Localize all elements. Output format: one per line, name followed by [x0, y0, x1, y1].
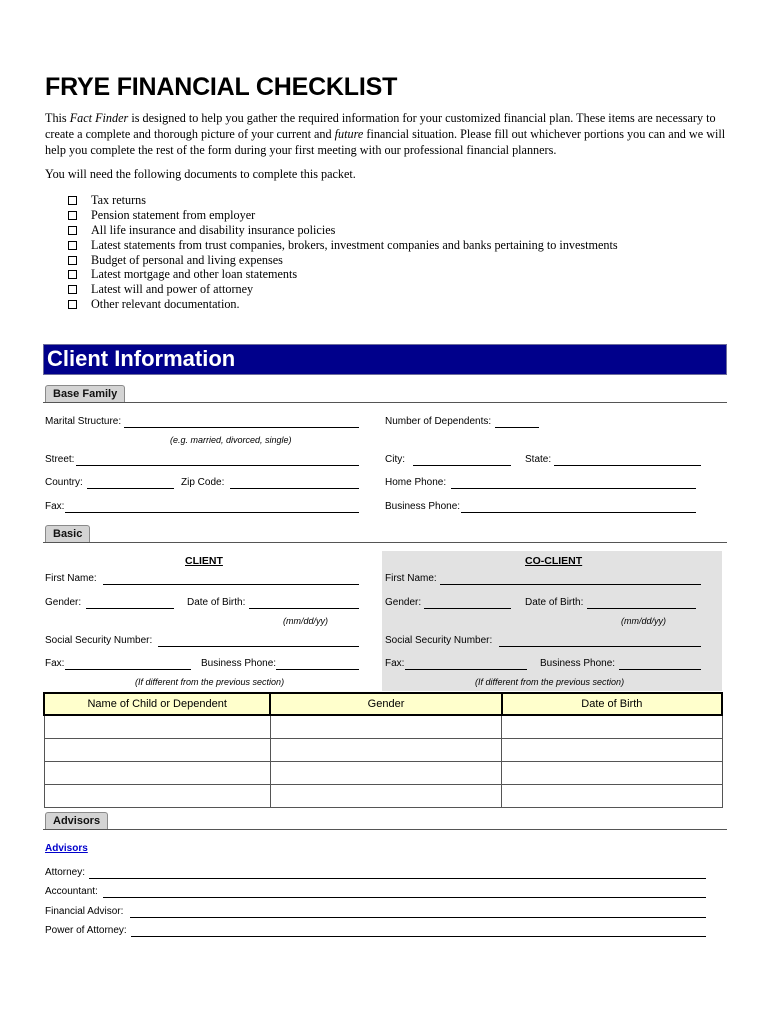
client-information-banner: [43, 344, 727, 375]
checklist-item: [68, 238, 618, 253]
client-information-title: Client Information: [47, 346, 236, 371]
coclient-fax-label: Fax:: [385, 658, 405, 669]
checklist-item-label: Latest statements from trust companies, brokers, investment companies and banks pertaining to investments: [91, 237, 618, 252]
coclient-different-hint: (If different from the previous section): [475, 677, 625, 687]
checklist-item-label: Budget of personal and living expenses: [91, 252, 283, 267]
checkbox[interactable]: [68, 226, 77, 235]
checklist-item-label: Pension statement from employer: [91, 207, 256, 222]
checklist-item: [68, 208, 618, 223]
checklist-item-label: All life insurance and disability insurance policies: [91, 222, 336, 237]
checklist-item: [68, 193, 618, 208]
home-phone-field[interactable]: [451, 488, 696, 489]
checklist-item-label: Latest mortgage and other loan statements: [91, 267, 298, 282]
street-label: Street:: [45, 454, 75, 465]
business-phone-field[interactable]: [461, 512, 696, 513]
column-header-gender: Gender: [270, 693, 501, 715]
checkbox[interactable]: [68, 270, 77, 279]
documents-checklist: [68, 193, 618, 312]
child-dob-cell[interactable]: [502, 785, 722, 808]
checkbox[interactable]: [68, 285, 77, 294]
attorney-field[interactable]: [89, 878, 706, 879]
marital-structure-label: Marital Structure:: [45, 416, 122, 427]
client-dob-hint: (mm/dd/yy): [283, 616, 328, 626]
intro-future: future: [334, 127, 364, 141]
coclient-first-name-label: First Name:: [385, 573, 437, 584]
intro-text-1: This: [45, 111, 70, 125]
marital-structure-field[interactable]: [124, 427, 359, 428]
child-name-cell[interactable]: [44, 762, 270, 785]
attorney-label: Attorney:: [45, 867, 86, 878]
coclient-business-phone-label: Business Phone:: [540, 658, 616, 669]
intro-text-2: is designed to help you gather the required information for your customized financial plan. These items are necessary to create a complete and thorough picture of your current and: [45, 111, 716, 141]
coclient-fax-field[interactable]: [405, 669, 527, 670]
child-name-cell[interactable]: [44, 785, 270, 808]
fax-field[interactable]: [65, 512, 359, 513]
client-column-header: CLIENT: [185, 555, 223, 567]
country-label: Country:: [45, 477, 83, 488]
client-first-name-label: First Name:: [45, 573, 97, 584]
coclient-dob-hint: (mm/dd/yy): [621, 616, 666, 626]
client-ssn-field[interactable]: [158, 646, 359, 647]
child-name-cell[interactable]: [44, 715, 270, 739]
advisors-link[interactable]: Advisors: [45, 843, 88, 854]
client-dob-label: Date of Birth:: [187, 597, 246, 608]
child-gender-cell[interactable]: [270, 762, 501, 785]
client-fax-label: Fax:: [45, 658, 65, 669]
section-divider: [43, 542, 727, 543]
home-phone-label: Home Phone:: [385, 477, 447, 488]
checklist-item: [68, 253, 618, 268]
business-phone-label: Business Phone:: [385, 501, 461, 512]
checkbox[interactable]: [68, 196, 77, 205]
checklist-item: [68, 282, 618, 297]
power-of-attorney-field[interactable]: [131, 936, 706, 937]
intro-paragraph: [45, 110, 735, 158]
client-business-phone-field[interactable]: [276, 669, 359, 670]
coclient-ssn-label: Social Security Number:: [385, 635, 493, 646]
child-name-cell[interactable]: [44, 739, 270, 762]
child-gender-cell[interactable]: [270, 739, 501, 762]
checkbox[interactable]: [68, 211, 77, 220]
checklist-item-label: Tax returns: [91, 193, 146, 207]
zip-code-field[interactable]: [230, 488, 359, 489]
child-dob-cell[interactable]: [502, 715, 722, 739]
section-divider: [43, 829, 727, 830]
children-table: [43, 692, 723, 808]
street-field[interactable]: [76, 465, 359, 466]
coclient-ssn-field[interactable]: [499, 646, 701, 647]
marital-structure-hint: (e.g. married, divorced, single): [170, 435, 292, 445]
checkbox[interactable]: [68, 241, 77, 250]
table-row: [44, 762, 722, 785]
state-field[interactable]: [554, 465, 701, 466]
tab-base-family[interactable]: Base Family: [45, 385, 125, 402]
table-header-row: [44, 693, 722, 715]
accountant-label: Accountant:: [45, 886, 98, 897]
dependents-field[interactable]: [495, 427, 539, 428]
client-gender-field[interactable]: [86, 608, 174, 609]
coclient-dob-field[interactable]: [587, 608, 696, 609]
dependents-label: Number of Dependents:: [385, 416, 492, 427]
coclient-business-phone-field[interactable]: [619, 669, 701, 670]
coclient-panel: [382, 551, 722, 691]
child-gender-cell[interactable]: [270, 715, 501, 739]
intro-fact-finder: Fact Finder: [69, 111, 129, 125]
column-header-name: Name of Child or Dependent: [44, 693, 270, 715]
coclient-first-name-field[interactable]: [440, 584, 701, 585]
financial-advisor-label: Financial Advisor:: [45, 906, 124, 917]
checkbox[interactable]: [68, 300, 77, 309]
documents-intro: You will need the following documents to complete this packet.: [45, 167, 356, 181]
coclient-gender-field[interactable]: [424, 608, 511, 609]
table-row: [44, 739, 722, 762]
table-row: [44, 785, 722, 808]
child-dob-cell[interactable]: [502, 762, 722, 785]
coclient-column-header: CO-CLIENT: [525, 555, 583, 567]
tab-advisors[interactable]: Advisors: [45, 812, 108, 829]
column-header-date-of-birth: Date of Birth: [502, 693, 722, 715]
checklist-item: [68, 297, 618, 312]
city-label: City:: [385, 454, 405, 465]
client-first-name-field[interactable]: [103, 584, 359, 585]
fax-label: Fax:: [45, 501, 65, 512]
section-divider: [43, 402, 727, 403]
checklist-item-label: Latest will and power of attorney: [91, 282, 254, 297]
client-ssn-label: Social Security Number:: [45, 635, 153, 646]
accountant-field[interactable]: [103, 897, 706, 898]
client-fax-field[interactable]: [65, 669, 191, 670]
zip-code-label: Zip Code:: [181, 477, 225, 488]
client-dob-field[interactable]: [249, 608, 359, 609]
child-gender-cell[interactable]: [270, 785, 501, 808]
checklist-item-label: Other relevant documentation.: [91, 297, 240, 312]
state-label: State:: [525, 454, 552, 465]
client-business-phone-label: Business Phone:: [201, 658, 277, 669]
city-field[interactable]: [413, 465, 511, 466]
coclient-gender-label: Gender:: [385, 597, 422, 608]
table-row: [44, 715, 722, 739]
checklist-item: [68, 267, 618, 282]
power-of-attorney-label: Power of Attorney:: [45, 925, 127, 936]
financial-advisor-field[interactable]: [130, 917, 706, 918]
tab-basic[interactable]: Basic: [45, 525, 90, 542]
coclient-dob-label: Date of Birth:: [525, 597, 584, 608]
child-dob-cell[interactable]: [502, 739, 722, 762]
document-title: FRYE FINANCIAL CHECKLIST: [45, 73, 398, 101]
client-gender-label: Gender:: [45, 597, 82, 608]
country-field[interactable]: [87, 488, 174, 489]
checklist-item: [68, 223, 618, 238]
checkbox[interactable]: [68, 256, 77, 265]
client-different-hint: (If different from the previous section): [135, 677, 285, 687]
intro-text-3: financial situation. Please fill out whichever portions you can and we will help you complete the rest of the form during your first meeting with our professional financial planners.: [45, 127, 726, 157]
